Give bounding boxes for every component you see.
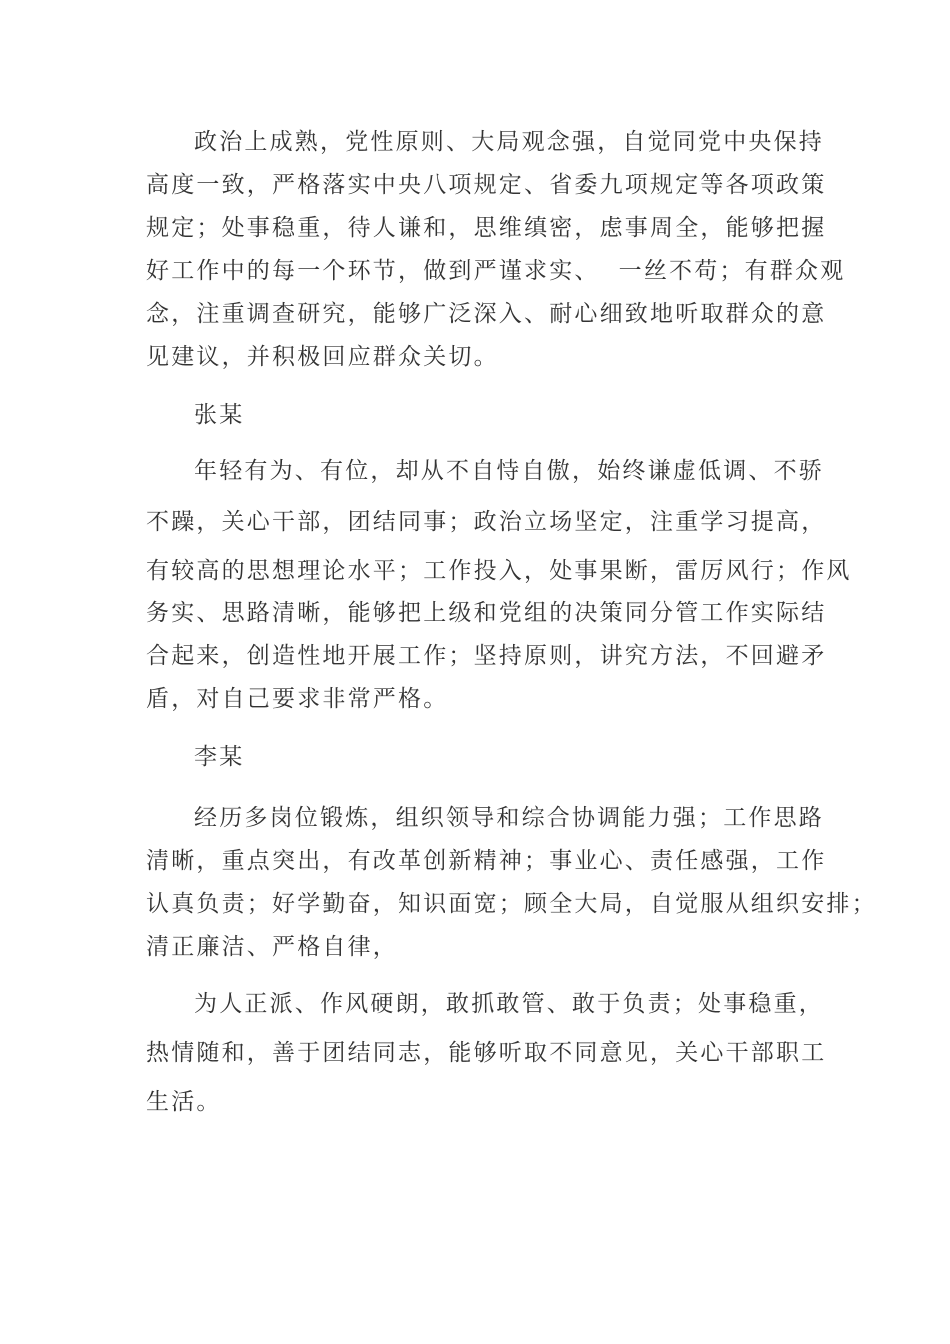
- paragraph-3-line-3: 认真负责；好学勤奋，知识面宽；顾全大局，自觉服从组织安排；: [146, 891, 877, 917]
- paragraph-1-line-2: 高度一致，严格落实中央八项规定、省委九项规定等各项政策: [146, 172, 827, 198]
- paragraph-4-line-3: 生活。: [146, 1089, 222, 1115]
- paragraph-4-line-1: 为人正派、作风硬朗，敢抓敢管、敢于负责；处事稳重，: [194, 991, 824, 1017]
- person-name-li: 李某: [194, 744, 245, 770]
- paragraph-4-line-2: 热情随和，善于团结同志，能够听取不同意见，关心干部职工: [146, 1040, 827, 1066]
- paragraph-2-line-5: 合起来，创造性地开展工作；坚持原则，讲究方法，不回避矛: [146, 643, 827, 669]
- paragraph-2-line-1: 年轻有为、有位，却从不自恃自傲，始终谦虚低调、不骄: [194, 458, 824, 484]
- paragraph-1-line-3: 规定；处事稳重，待人谦和，思维缜密，虑事周全，能够把握: [146, 215, 827, 241]
- paragraph-1-line-1: 政治上成熟，党性原则、大局观念强，自觉同党中央保持: [194, 129, 824, 155]
- paragraph-2-line-4: 务实、思路清晰，能够把上级和党组的决策同分管工作实际结: [146, 600, 827, 626]
- paragraph-2-line-6: 盾，对自己要求非常严格。: [146, 686, 449, 712]
- paragraph-1-line-5: 念，注重调查研究，能够广泛深入、耐心细致地听取群众的意: [146, 301, 827, 327]
- paragraph-1-line-6: 见建议，并积极回应群众关切。: [146, 344, 499, 370]
- person-name-zhang: 张某: [194, 402, 245, 428]
- paragraph-3-line-4: 清正廉洁、严格自律，: [146, 934, 398, 960]
- paragraph-1-line-4: 好工作中的每一个环节，做到严谨求实、 一丝不苟；有群众观: [146, 258, 846, 284]
- paragraph-3-line-2: 清晰，重点突出，有改革创新精神；事业心、责任感强，工作: [146, 848, 827, 874]
- paragraph-3-line-1: 经历多岗位锻炼，组织领导和综合协调能力强；工作思路: [194, 805, 824, 831]
- paragraph-2-line-3: 有较高的思想理论水平；工作投入，处事果断，雷厉风行；作风: [146, 558, 852, 584]
- paragraph-2-line-2: 不躁，关心干部，团结同事；政治立场坚定，注重学习提高，: [146, 509, 827, 535]
